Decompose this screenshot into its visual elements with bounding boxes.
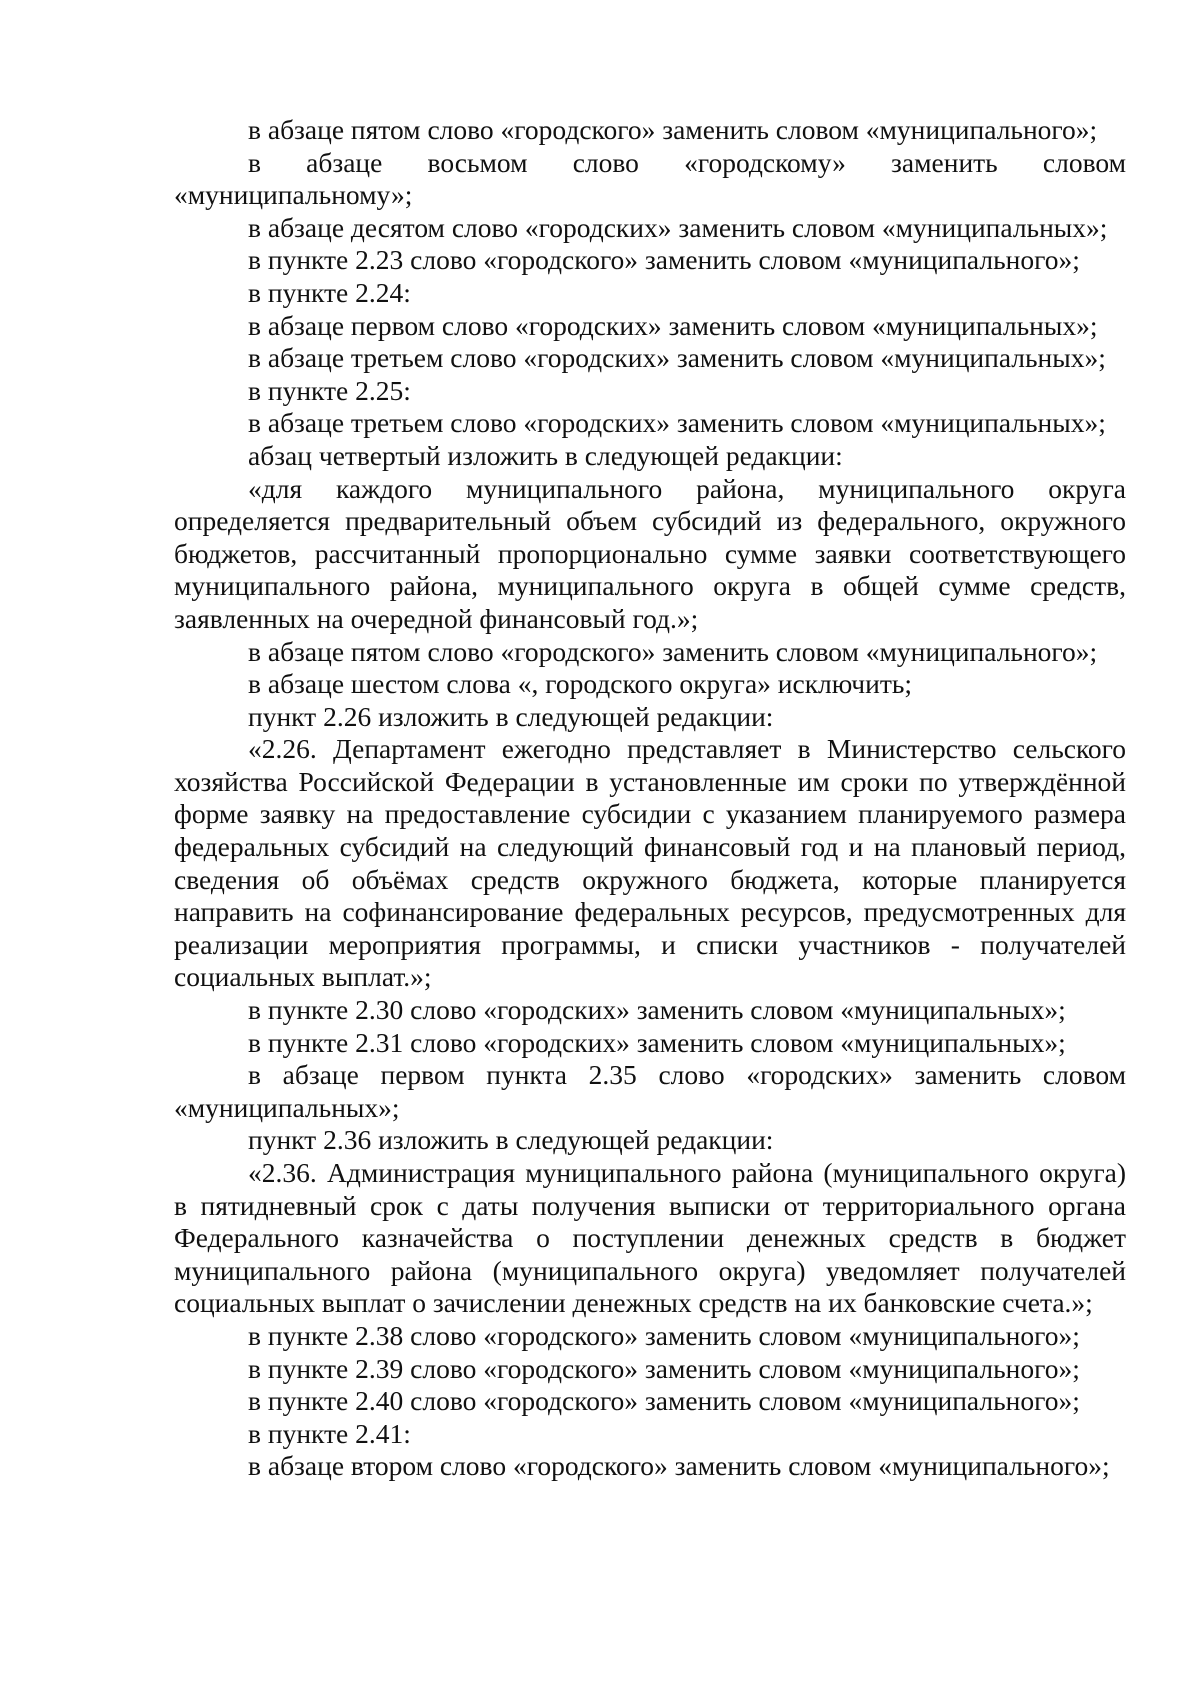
paragraph: в абзаце третьем слово «городских» заменить словом «муниципальных»;: [248, 342, 1106, 374]
paragraph: в абзаце восьмом слово «городскому» заменить словом «муниципальному»;: [174, 146, 1126, 211]
paragraph: в пункте 2.41:: [248, 1417, 411, 1449]
paragraph: абзац четвертый изложить в следующей редакции:: [248, 439, 843, 471]
paragraph: в абзаце шестом слова «, городского округа» исключить;: [248, 668, 913, 700]
paragraph: в пункте 2.24:: [248, 276, 411, 308]
paragraph: в абзаце десятом слово «городских» заменить словом «муниципальных»;: [248, 211, 1108, 243]
paragraph: в абзаце первом пункта 2.35 слово «городских» заменить словом «муниципальных»;: [174, 1059, 1126, 1123]
paragraph: в пункте 2.40 слово «городского» заменить словом «муниципального»;: [248, 1385, 1080, 1417]
paragraph: пункт 2.26 изложить в следующей редакции:: [248, 700, 774, 732]
paragraph: в абзаце пятом слово «городского» заменить словом «муниципального»;: [248, 635, 1098, 667]
paragraph: в пункте 2.31 слово «городских» заменить словом «муниципальных»;: [248, 1026, 1066, 1058]
paragraph: «2.26. Департамент ежегодно представляет в Министерство сельского хозяйства Российской Федерации в установленные им сроки по утверждённой форме заявку на предоставление субсидии с указанием планируемого размера федеральных субсидий на следующий финансовый год и на плановый период, сведения об объёмах средств окружного бюджета, которые планируется направить на софинансирование федеральных ресурсов, предусмотренных для реализации мероприятия программы, и списки участников - получателей социальных выплат.»;: [174, 733, 1126, 993]
paragraph: пункт 2.36 изложить в следующей редакции:: [248, 1124, 774, 1156]
paragraph: в абзаце первом слово «городских» заменить словом «муниципальных»;: [248, 309, 1098, 341]
paragraph: в пункте 2.38 слово «городского» заменить словом «муниципального»;: [248, 1319, 1080, 1351]
paragraph: в пункте 2.30 слово «городских» заменить словом «муниципальных»;: [248, 994, 1066, 1026]
paragraph: в пункте 2.23 слово «городского» заменить словом «муниципального»;: [248, 244, 1080, 276]
paragraph: в абзаце третьем слово «городских» заменить словом «муниципальных»;: [248, 407, 1106, 439]
paragraph: в абзаце втором слово «городского» заменить словом «муниципального»;: [248, 1450, 1110, 1482]
paragraph: в пункте 2.39 слово «городского» заменить словом «муниципального»;: [248, 1352, 1080, 1384]
document-body: [174, 114, 1126, 1483]
paragraph: в пункте 2.25:: [248, 374, 411, 406]
paragraph: в абзаце пятом слово «городского» заменить словом «муниципального»;: [248, 114, 1098, 145]
paragraph: «для каждого муниципального района, муниципального округа определяется предварительный объем субсидий из федерального, окружного бюджетов, рассчитанный пропорционально сумме заявки соответствующего муниципального района, муниципального округа в общей сумме средств, заявленных на очередной финансовый год.»;: [174, 472, 1126, 634]
paragraph: «2.36. Администрация муниципального района (муниципального округа) в пятидневный срок с даты получения выписки от территориального органа Федерального казначейства о поступлении денежных средств в бюджет муниципального района (муниципального округа) уведомляет получателей социальных выплат о зачислении денежных средств на их банковские счета.»;: [174, 1157, 1126, 1319]
